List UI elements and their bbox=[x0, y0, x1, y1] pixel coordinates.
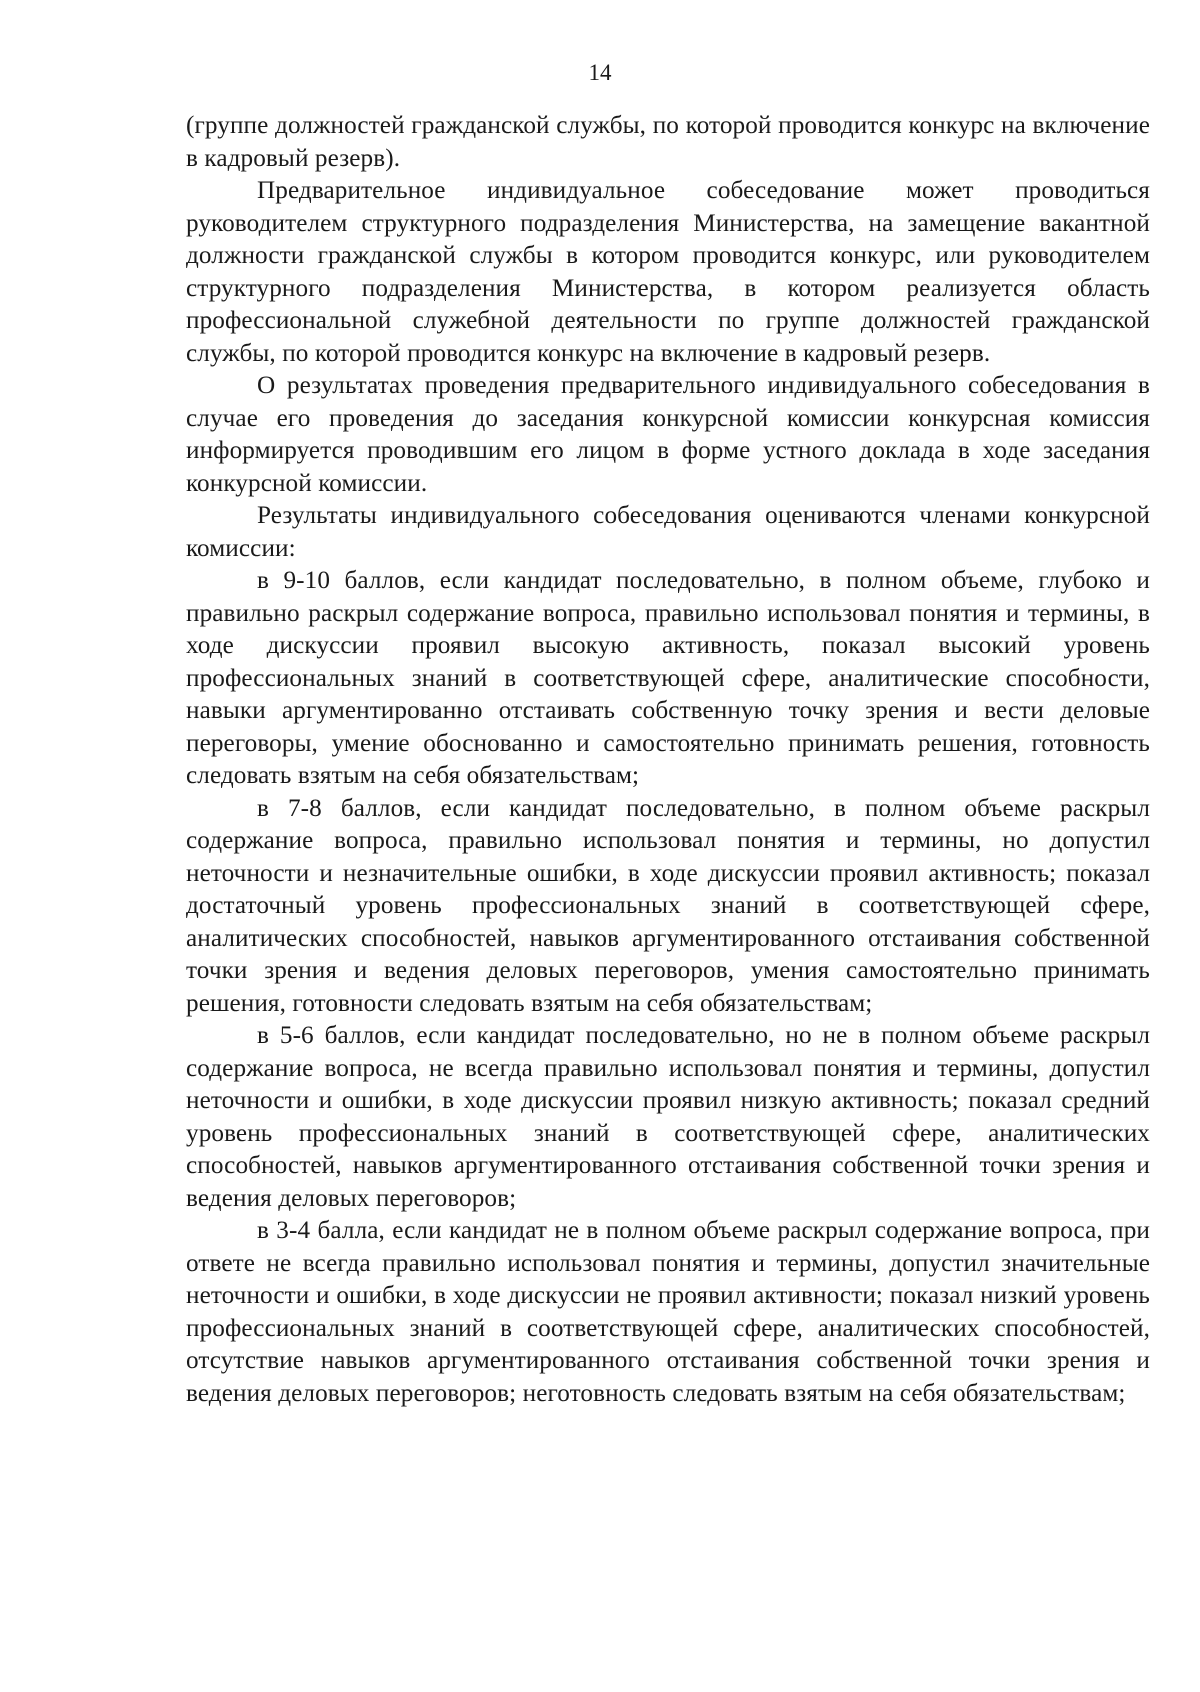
paragraph-score-9-10: в 9-10 баллов, если кандидат последовательно, в полном объеме, глубоко и правильно раскрыл содержание вопроса, правильно использовал понятия и термины, в ходе дискуссии проявил высокую активность, показал высокий уровень профессиональных знаний в соответствующей сфере, аналитические способности, навыки аргументированно отстаивать собственную точку зрения и вести деловые переговоры, умение обоснованно и самостоятельно принимать решения, готовность следовать взятым на себя обязательствам; bbox=[186, 567, 1150, 789]
paragraph-score-3-4: в 3-4 балла, если кандидат не в полном объеме раскрыл содержание вопроса, при ответе не всегда правильно использовал понятия и термины, допустил значительные неточности и ошибки, в ходе дискуссии не проявил активности; показал низкий уровень профессиональных знаний в соответствующей сфере, аналитических способностей, отсутствие навыков аргументированного отстаивания собственной точки зрения и ведения деловых переговоров; неготовность следовать взятым на себя обязательствам; bbox=[186, 1217, 1150, 1407]
paragraph-preliminary-interview: Предварительное индивидуальное собеседование может проводиться руководителем структурного подразделения Министерства, на замещение вакантной должности гражданской службы в котором проводится конкурс, или руководителем структурного подразделения Министерства, в котором реализуется область профессиональной служебной деятельности по группе должностей гражданской службы, по которой проводится конкурс на включение в кадровый резерв. bbox=[186, 177, 1150, 367]
paragraph-evaluation-intro: Результаты индивидуального собеседования оцениваются членами конкурсной комиссии: bbox=[186, 502, 1150, 562]
paragraph-continuation: (группе должностей гражданской службы, по которой проводится конкурс на включение в кадровый резерв). bbox=[186, 112, 1150, 172]
document-body bbox=[186, 110, 1150, 1410]
paragraph-score-5-6: в 5-6 баллов, если кандидат последовательно, но не в полном объеме раскрыл содержание вопроса, не всегда правильно использовал понятия и термины, допустил неточности и ошибки, в ходе дискуссии проявил низкую активность; показал средний уровень профессиональных знаний в соответствующей сфере, аналитических способностей, навыков аргументированного отстаивания собственной точки зрения и ведения деловых переговоров; bbox=[186, 1022, 1150, 1212]
page-number: 14 bbox=[588, 60, 612, 85]
paragraph-score-7-8: в 7-8 баллов, если кандидат последовательно, в полном объеме раскрыл содержание вопроса, правильно использовал понятия и термины, но допустил неточности и незначительные ошибки, в ходе дискуссии проявил активность; показал достаточный уровень профессиональных знаний в соответствующей сфере, аналитических способностей, навыков аргументированного отстаивания собственной точки зрения и ведения деловых переговоров, умения самостоятельно принимать решения, готовности следовать взятым на себя обязательствам; bbox=[186, 794, 1150, 1017]
paragraph-interview-results-report: О результатах проведения предварительного индивидуального собеседования в случае его проведения до заседания конкурсной комиссии конкурсная комиссия информируется проводившим его лицом в форме устного доклада в ходе заседания конкурсной комиссии. bbox=[186, 372, 1150, 497]
